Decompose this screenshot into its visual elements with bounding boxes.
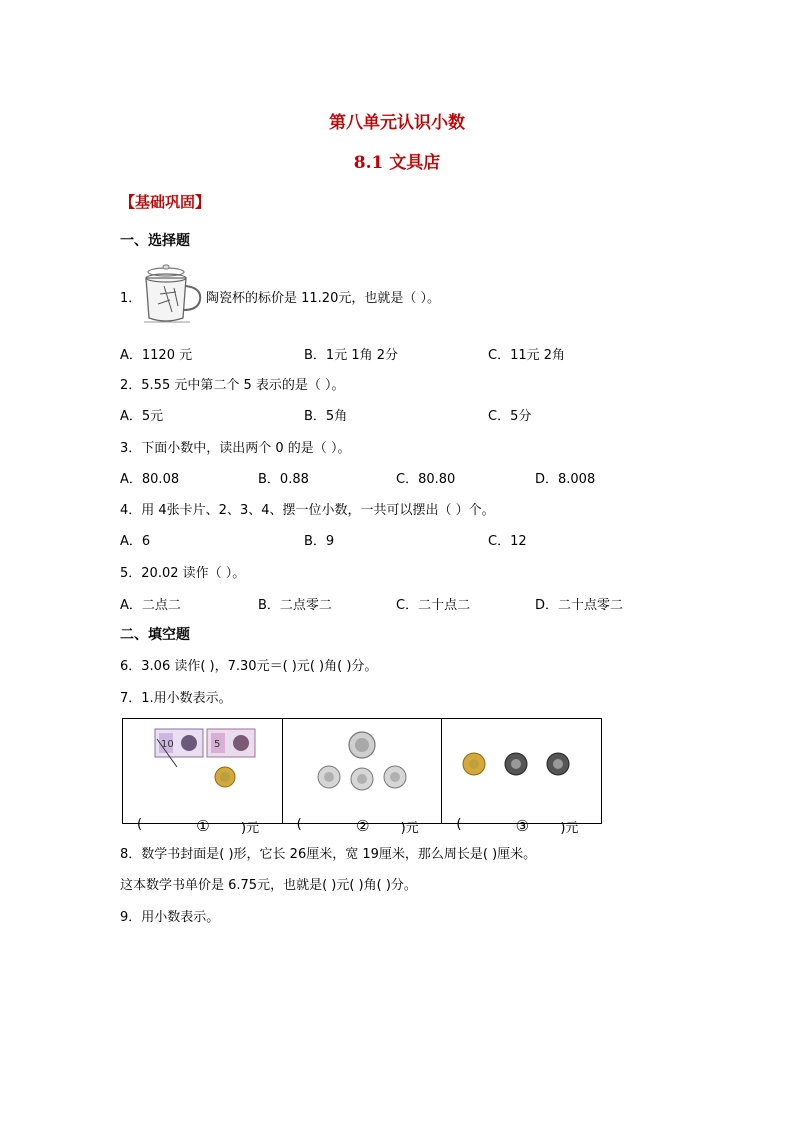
teacup-image: [136, 262, 208, 328]
page-title: 第八单元认识小数: [329, 113, 465, 133]
q8-text-cont: 这本数学书单价是 6.75元，也就是( )元( )角( )分。: [120, 878, 417, 893]
svg-text:10: 10: [161, 739, 174, 750]
q1-text: 陶瓷杯的标价是 11.20元，也就是（ ）。: [206, 291, 440, 306]
q4-text: 4．用 4张卡片、2、3、4、摆一位小数，一共可以摆出（ ）个。: [120, 503, 495, 518]
answer-open-paren: (: [456, 817, 462, 832]
q5-option-b: B．二点零二: [258, 598, 332, 613]
q2-text: 2．5.55 元中第二个 5 表示的是（ ）。: [120, 378, 345, 393]
part2-heading: 二、填空题: [120, 627, 190, 643]
q3-option-c: C．80.80: [396, 472, 456, 487]
q3-text: 3．下面小数中，读出两个 0 的是（ ）。: [120, 441, 351, 456]
coins-image: [458, 749, 578, 779]
q7-text: 7．1.用小数表示。: [120, 691, 232, 706]
answer-marker-2: ②: [355, 817, 370, 835]
answer-unit: )元: [400, 821, 419, 836]
q9-text: 9．用小数表示。: [120, 910, 220, 925]
q8-text: 8．数学书封面是( )形，它长 26厘米，宽 19厘米，那么周长是( )厘米。: [120, 847, 537, 862]
q2-option-c: C．5分: [488, 409, 532, 424]
answer-unit: )元: [241, 821, 260, 836]
coins-image: [307, 725, 417, 795]
q4-option-a: A．6: [120, 534, 151, 549]
section-label: 【基础巩固】: [120, 193, 211, 211]
q3-option-a: A．80.08: [120, 472, 180, 487]
q1-option-b: B．1元 1角 2分: [304, 348, 398, 363]
q2-option-a: A．5元: [120, 409, 164, 424]
money-cell-2: [283, 719, 443, 836]
answer-marker-1: ①: [196, 817, 210, 835]
answer-open-paren: (: [137, 817, 143, 832]
q2-option-b: B．5角: [304, 409, 348, 424]
q3-option-b: B．0.88: [258, 472, 309, 487]
q5-option-c: C．二十点二: [396, 598, 471, 613]
banknotes-and-coin: [153, 725, 271, 791]
q1-number: 1．: [120, 291, 142, 306]
q5-option-d: D．二十点零二: [535, 598, 624, 613]
q4-option-c: C．12: [488, 534, 527, 549]
money-table: [122, 718, 602, 836]
q5-text: 5．20.02 读作（ ）。: [120, 566, 246, 581]
answer-unit: )元: [560, 821, 579, 836]
money-cell-3: [442, 719, 601, 836]
q4-option-b: B．9: [304, 534, 335, 549]
page-subtitle: 8.1 文具店: [353, 153, 441, 173]
q1-option-c: C．11元 2角: [488, 348, 566, 363]
money-cell-1: [123, 719, 283, 836]
q3-option-d: D．8.008: [535, 472, 596, 487]
q1-option-a: A．1120 元: [120, 348, 193, 363]
q6-text: 6．3.06 读作( )，7.30元＝( )元( )角( )分。: [120, 659, 378, 674]
svg-text:5: 5: [214, 739, 221, 750]
answer-open-paren: (: [296, 817, 302, 832]
q5-option-a: A．二点二: [120, 598, 181, 613]
answer-marker-3: ③: [515, 817, 530, 835]
part1-heading: 一、选择题: [120, 233, 190, 249]
